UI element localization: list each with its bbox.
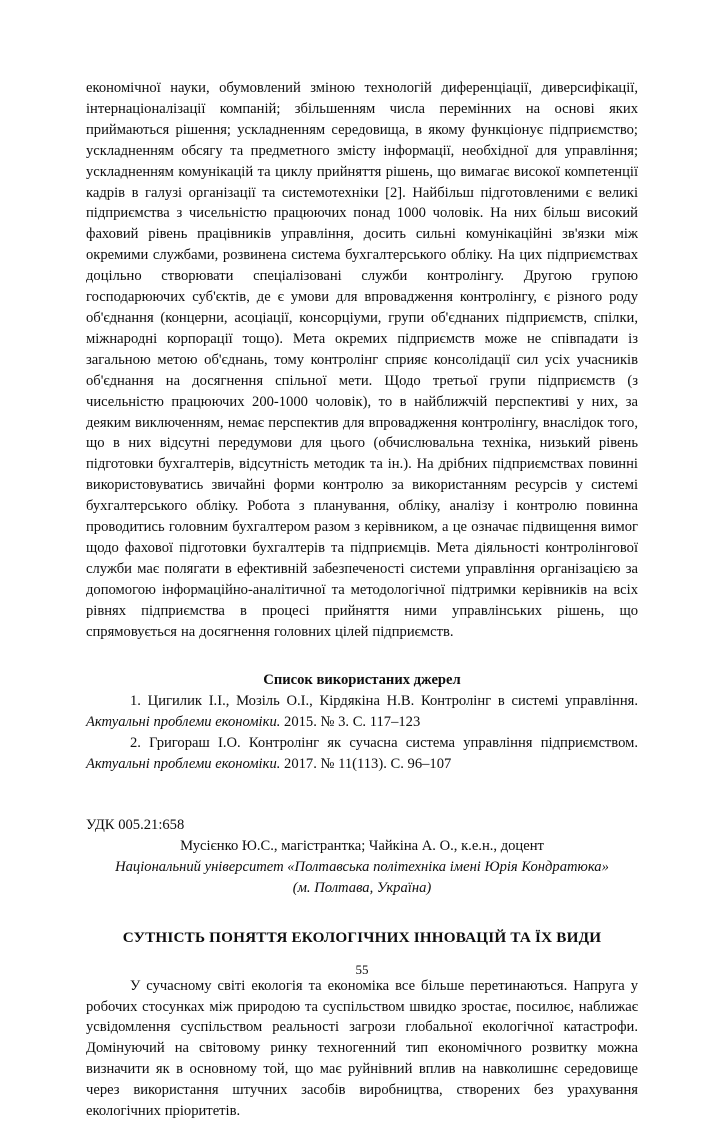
reference-source-details: 2017. № 11(113). С. 96–107 [280, 756, 452, 773]
article-city: (м. Полтава, Україна) [292, 879, 432, 896]
article-affiliation: Національний університет «Полтавська політехніка імені Юрія Кондратюка» [115, 858, 609, 875]
spacer-before-references [86, 642, 638, 670]
spacer-before-new-article [86, 775, 638, 815]
new-article-body-paragraph: У сучасному світі екологія та економіка все більше перетинаються. Напруга у робочих стосунках між природою та суспільством швидко зростає, посилює, наближає усвідомлення суспільством реальності загрози глобальної екологічної катастрофи. Домінуючий на світовому ринку техногенний тип економічного розвитку можна визначити як в основному той, що має руйнівний вплив на навколишнє середовище через використання штучних засобів виробництва, створених без урахування екологічних пріоритетів. [86, 977, 638, 1120]
reference-item [86, 691, 638, 733]
article-title: СУТНІСТЬ ПОНЯТТЯ ЕКОЛОГІЧНИХ ІННОВАЦІЙ ТА ЇХ ВИДИ [122, 928, 602, 946]
reference-source-italic: Актуальні проблеми економіки. [86, 756, 281, 773]
reference-citation-text: 1. Цигилик І.І., Мозіль О.І., Кірдякіна Н.В. Контролінг в системі управління. [130, 693, 638, 710]
reference-item [86, 733, 638, 775]
reference-source-italic: Актуальні проблеми економіки. [86, 714, 281, 731]
article-authors: Мусієнко Ю.С., магістрантка; Чайкіна А. О., к.е.н., доцент [180, 837, 544, 854]
previous-article-body-paragraph: економічної науки, обумовлений зміною технологій диференціації, диверсифікації, інтернаціоналізації компаній; збільшенням числа перемінних на основі яких приймаються рішення; ускладненням середовища, в якому функціонує підприємство; ускладненням обсягу та предметного змісту інформації, необхідної для управління; ускладненням комунікацій та циклу прийняття рішень, що вимагає високої компетенції кадрів в галузі організації та системотехніки [2]. Найбільш підготовленими є великі підприємства з чисельністю працюючих понад 1000 чоловік. На них більш високий фаховий рівень працівників управління, досить сильні комунікаційні зв'язки між окремими службами, розвинена система бухгалтерського обліку. На цих підприємствах доцільно створювати спеціалізовані служби контролінгу. Другою групою господарюючих суб'єктів, де є умови для впровадження контролінгу, є різного роду об'єднання (концерни, асоціації, консорціуми, групи об'єднаних підприємств, спілки, міжнародні корпорації тощо). Мета окремих підприємств може не співпадати із загальною метою об'єднань, тому контролінг сприяє консолідації сил усіх учасників об'єднання на досягнення спільної мети. Щодо третьої групи підприємств (з чисельністю працюючих 200-1000 чоловік), то в найближчій перспективі у них, за деяким виключенням, немає перспектив для впровадження контролінгу, внаслідок того, що в них відсутні передумови для цього (обчислювальна техніка, низький рівень підготовки бухгалтерів, відсутність методик та ін.). На дрібних підприємствах повинні використовуватись звичайні форми контролю за використанням ресурсів у системі бухгалтерського обліку. Робота з планування, обліку, аналізу і контролю повинна проводитись головним бухгалтером разом з керівником, а це означає підвищення вимог щодо фахової підготовки бухгалтерів та підприємців. Мета діяльності контролінгової служби має полягати в ефективній забезпеченості системи управління організацією за допомогою інформаційно-аналітичної та методологічної підтримки керівників на всіх рівнях підприємства в процесі прийняття ними управлінських рішень, що спрямовується на досягнення головних цілей підприємств. [86, 80, 638, 640]
references-heading: Список використаних джерел [263, 672, 461, 689]
page-number: 55 [355, 962, 369, 977]
spacer-before-title [86, 899, 638, 927]
udk-code: УДК 005.21:658 [86, 817, 185, 833]
reference-source-details: 2015. № 3. С. 117–123 [280, 714, 421, 731]
reference-citation-text: 2. Григораш І.О. Контролінг як сучасна система управління підприємством. [130, 735, 638, 752]
